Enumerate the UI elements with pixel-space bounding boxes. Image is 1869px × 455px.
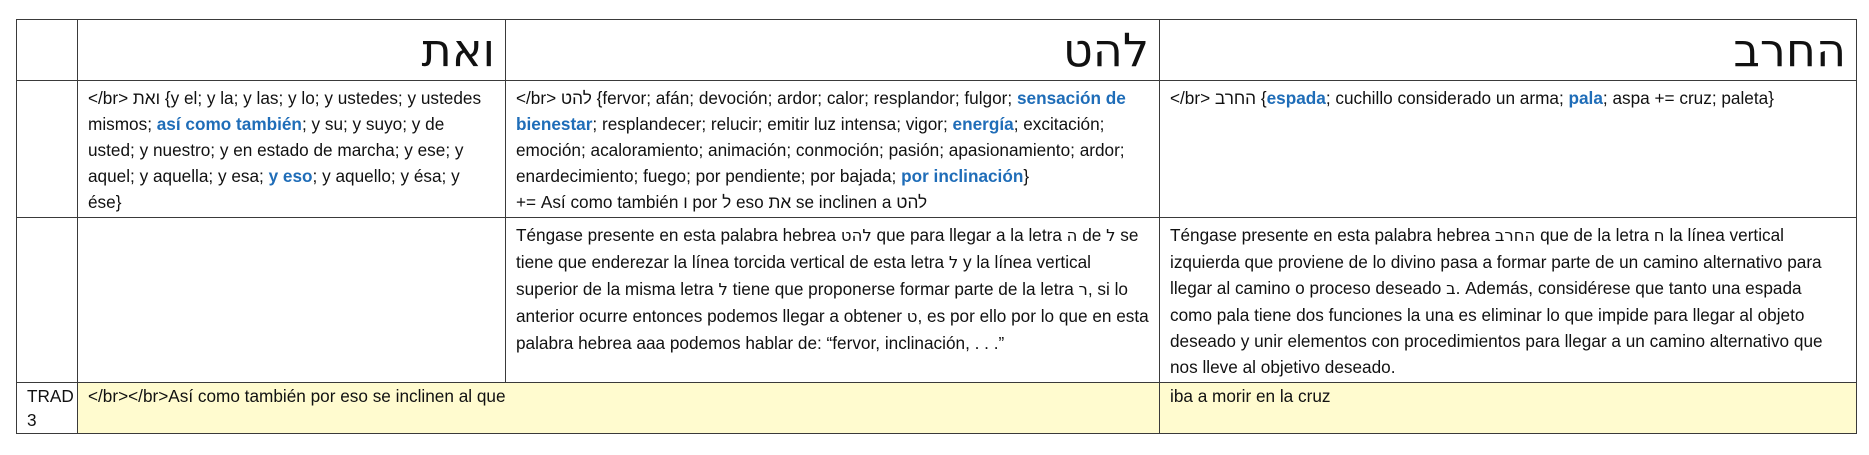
hebrew-word-2: להט	[1062, 23, 1149, 77]
def2-text-a: </br> להט {fervor; afán; devoción; ardor; calor; resplandor; fulgor;	[516, 88, 1017, 108]
header-row	[17, 20, 1857, 81]
comm3-hebrew-3: ב	[1446, 279, 1456, 298]
def3-highlight-2: pala	[1568, 88, 1603, 108]
comm3-text-3: la línea vertical izquierda que proviene de lo divino pasa a formar parte de un camino alternativo para llegar al camino o proceso deseado	[1170, 225, 1822, 298]
comm2-text-4: se tiene que enderezar la línea torcida vertical de esta letra	[516, 225, 1139, 272]
comm2-hebrew-4: ל	[948, 253, 959, 272]
header-cell-2	[506, 20, 1160, 81]
def2-highlight-3: por inclinación	[901, 166, 1024, 186]
trad-label: TRAD 3	[17, 383, 78, 434]
def1-text-b: ; y su; y suyo; y de usted; y nuestro; y en estado de marcha; y ese; y aquel; y aquella; y esa;	[88, 114, 464, 186]
def2-text-b: ; resplandecer; relucir; emitir luz intensa; vigor;	[592, 114, 953, 134]
def3-highlight-1: espada	[1266, 88, 1326, 108]
comm2-text-5: y la línea vertical superior de la misma letra	[516, 252, 1091, 299]
header-cell-1	[78, 20, 506, 81]
comm2-text-7: , si lo anterior ocurre entonces podemos llegar a obtener	[516, 279, 1128, 326]
comm2-hebrew-7: ט	[906, 307, 918, 326]
def2-text-d: }	[1023, 166, 1030, 186]
def2-combination-line: += Así como también ו por ל eso את se inclinen a להט	[516, 192, 928, 212]
commentary-row	[17, 218, 1857, 383]
comm2-text-3: de	[1077, 225, 1107, 245]
comm2-hebrew-2: ה	[1066, 226, 1078, 245]
comm3-text-2: que de la letra	[1535, 225, 1654, 245]
trad-cell-2: iba a morir en la cruz	[1160, 383, 1857, 434]
header-empty-cell	[17, 20, 78, 81]
hebrew-word-1: ואת	[421, 23, 495, 77]
definition-row	[17, 81, 1857, 218]
header-cell-3	[1160, 20, 1857, 81]
def1-highlight-1: así como también	[156, 114, 302, 134]
comm2-hebrew-3: ל	[1106, 226, 1116, 245]
definition-cell-2	[506, 81, 1160, 218]
comm2-text-6: tiene que proponerse formar parte de la letra	[727, 279, 1079, 299]
commentary-empty-cell-1	[78, 218, 506, 383]
trad-cell-1: </br></br>Así como también por eso se inclinen al que	[78, 383, 1160, 434]
comm3-text-1: Téngase presente en esta palabra hebrea	[1170, 225, 1495, 245]
def2-text-c: ; excitación; emoción; acaloramiento; animación; conmoción; pasión; apasionamiento; ardor; enardecimiento; fuego; por pendiente; por bajada;	[516, 114, 1125, 186]
hebrew-word-3: החרב	[1733, 23, 1846, 77]
commentary-cell-2	[506, 218, 1160, 383]
translation-table	[16, 19, 1857, 434]
definition-empty-cell	[17, 81, 78, 218]
def1-text-c: ; y aquello; y ésa; y ése}	[88, 166, 460, 212]
definition-cell-1	[78, 81, 506, 218]
comm2-hebrew-1: להט	[840, 226, 872, 245]
def1-highlight-2: y eso	[268, 166, 313, 186]
comm3-hebrew-2: ח	[1653, 226, 1665, 245]
comm2-hebrew-5: ל	[718, 280, 728, 299]
def2-highlight-1: sensación de bienestar	[516, 88, 1126, 134]
def3-text-b: ; cuchillo considerado un arma;	[1325, 88, 1569, 108]
def3-text-a: </br> החרב {	[1170, 88, 1267, 108]
def1-text-a: </br> ואת {y el; y la; y las; y lo; y ustedes; y ustedes mismos;	[88, 88, 482, 134]
comm3-text-4: . Además, considérese que tanto una espada como pala tiene dos funciones la una es eliminar lo que impide para llegar al objeto deseado y unir elementos con procedimientos para llegar a un camino alternativo que nos lleve al objetivo deseado.	[1170, 278, 1823, 377]
commentary-empty-cell-0	[17, 218, 78, 383]
comm2-text-1: Téngase presente en esta palabra hebrea	[516, 225, 841, 245]
definition-cell-3	[1160, 81, 1857, 218]
def2-highlight-2: energía	[952, 114, 1014, 134]
commentary-cell-3	[1160, 218, 1857, 383]
comm2-text-2: que para llegar a la letra	[871, 225, 1067, 245]
comm2-text-8: , es por ello por lo que en esta palabra hebrea aaa podemos hablar de: “fervor, inclinación, . . .”	[516, 306, 1149, 353]
comm3-hebrew-1: החרב	[1494, 226, 1536, 245]
translation-row	[17, 383, 1857, 434]
document-page	[16, 19, 1857, 434]
comm2-hebrew-6: ר	[1078, 280, 1088, 299]
def3-text-c: ; aspa += cruz; paleta}	[1602, 88, 1774, 108]
